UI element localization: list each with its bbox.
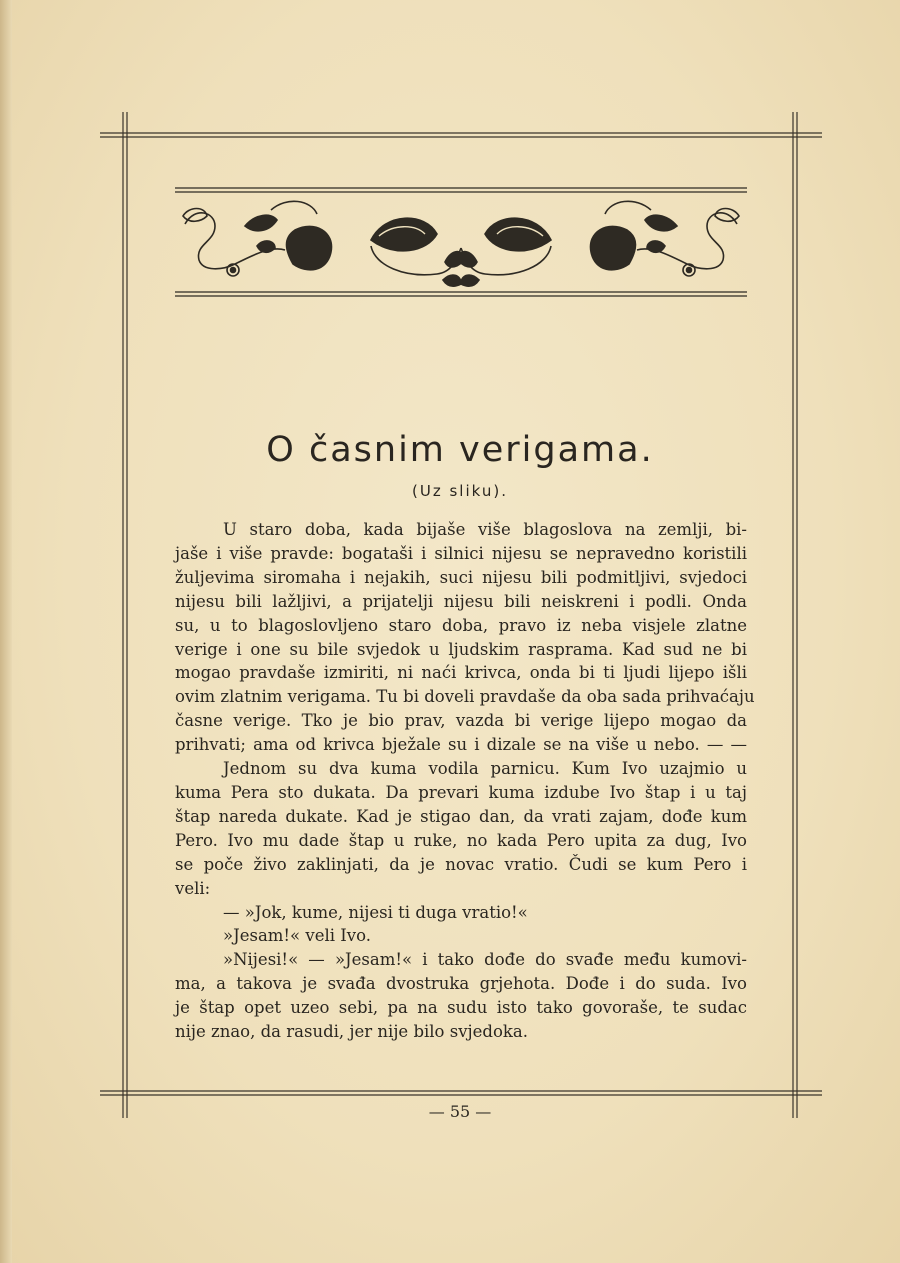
page-number: — 55 — [428,1102,492,1121]
body-line: se poče živo zaklinjati, da je novac vratio. Čudi se kum Pero i [175,854,747,874]
body-line: Pero. Ivo mu dade štap u ruke, no kada Pero upita za dug, Ivo [175,830,747,850]
body-line: nije znao, da rasudi, jer nije bilo svjedoka. [175,1022,528,1042]
flower-motif-right [590,201,739,276]
article-title: O časnim verigama. [266,430,654,470]
flower-motif-left [183,201,332,276]
body-line: jaše i više pravde: bogataši i silnici nijesu se nepravedno koristili [175,543,747,563]
body-line: »Jesam!« veli Ivo. [223,926,372,946]
floral-ornament-header [175,186,747,298]
body-line: je štap opet uzeo sebi, pa na sudu isto tako govoraše, te sudac [175,998,747,1018]
body-line: žuljevima siromaha i nejakih, suci nijesu bili podmitljivi, svjedoci [175,567,747,587]
body-line: ma, a takova je svađa dvostruka grjehota. Dođe i do suda. Ivo [175,974,747,994]
body-line: mogao pravdaše izmiriti, ni naći krivca, onda bi ti ljudi lijepo išli [175,663,747,683]
body-line: verige i one su bile svjedok u ljudskim rasprama. Kad sud ne bi [175,639,747,659]
body-line: veli: [175,878,211,898]
body-line: kuma Pera sto dukata. Da prevari kuma izdube Ivo štap i u taj [175,782,747,802]
body-line: su, u to blagoslovljeno staro doba, pravo iz neba visjele zlatne [175,615,747,635]
body-line: — »Jok, kume, nijesi ti duga vratio!« [223,902,528,922]
body-line: U staro doba, kada bijaše više blagoslova na zemlji, bi- [223,520,747,539]
article-subtitle: (Uz sliku). [412,482,508,500]
body-line: ovim zlatnim verigama. Tu bi doveli pravdaše da oba sada prihvaćaju [175,687,755,707]
body-line: Jednom su dva kuma vodila parnicu. Kum Ivo uzajmio u [223,759,747,779]
body-line: »Nijesi!« — »Jesam!« i tako dođe do svađe među kumovi- [223,950,747,970]
flower-motif-center [371,218,551,286]
body-line: prihvati; ama od krivca bježale su i dizale se na više u nebo. — — [175,735,747,755]
body-line: časne verige. Tko je bio prav, vazda bi verige lijepo mogao da [175,711,747,731]
body-line: štap nareda dukate. Kad je stigao dan, da vrati zajam, dođe kum [175,806,747,826]
body-line: nijesu bili lažljivi, a prijatelji nijesu bili neiskreni i podli. Onda [175,591,747,611]
article-body [175,518,755,1044]
